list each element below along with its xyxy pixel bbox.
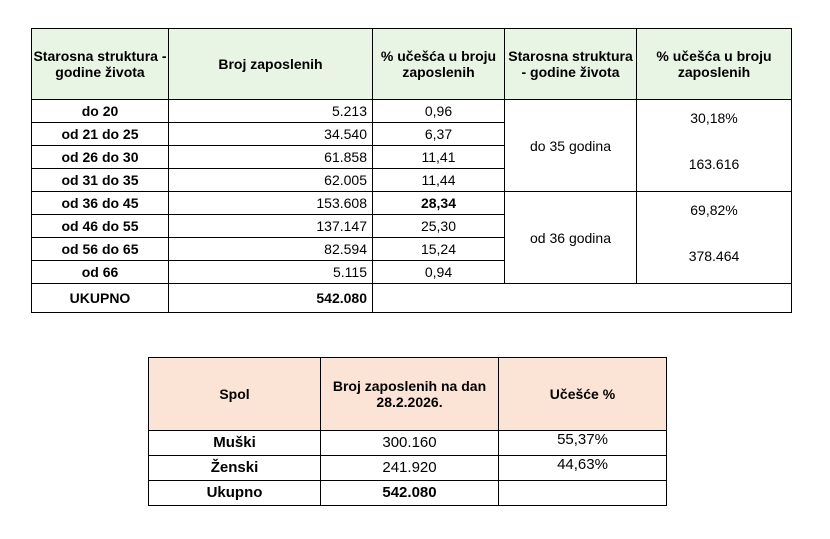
age-cell: od 26 do 30 xyxy=(32,146,169,169)
pct-cell: 11,44 xyxy=(373,169,505,192)
pct-cell: 0,96 xyxy=(373,100,505,123)
sex-total-value: 542.080 xyxy=(321,481,499,506)
count-cell: 137.147 xyxy=(169,215,373,238)
group-total-value: 163.616 xyxy=(688,156,740,172)
total-empty-cell xyxy=(373,284,792,313)
table-row xyxy=(32,192,792,215)
age-cell: od 31 do 35 xyxy=(32,169,169,192)
header-employee-count-date: Broj zaposlenih na dan 28.2.2026. xyxy=(321,358,499,431)
count-cell: 5.213 xyxy=(169,100,373,123)
sex-label: Muški xyxy=(149,431,321,456)
header-group-share: % učešća u broju zaposlenih xyxy=(637,29,792,100)
group-share-under-35 xyxy=(637,100,792,192)
table-row xyxy=(149,456,667,481)
share-cell: 55,37% xyxy=(499,431,667,456)
table-row xyxy=(149,431,667,456)
header-share-percent: % učešća u broju zaposlenih xyxy=(373,29,505,100)
age-cell: od 21 do 25 xyxy=(32,123,169,146)
sex-label: Ženski xyxy=(149,456,321,481)
header-sex: Spol xyxy=(149,358,321,431)
group-share-over-36 xyxy=(637,192,792,284)
share-empty-cell xyxy=(499,481,667,506)
header-age-structure: Starosna struktura - godine života xyxy=(32,29,169,100)
group-share-value: 30,18% xyxy=(690,110,738,126)
group-label-over-36: od 36 godina xyxy=(505,192,637,284)
total-value: 542.080 xyxy=(169,284,373,313)
count-cell: 62.005 xyxy=(169,169,373,192)
pct-cell: 6,37 xyxy=(373,123,505,146)
count-cell: 5.115 xyxy=(169,261,373,284)
header-employee-count: Broj zaposlenih xyxy=(169,29,373,100)
sex-structure-table xyxy=(148,357,667,506)
header-share: Učešće % xyxy=(499,358,667,431)
group-label-under-35: do 35 godina xyxy=(505,100,637,192)
share-cell: 44,63% xyxy=(499,456,667,481)
header-age-group: Starosna struktura - godine života xyxy=(505,29,637,100)
table-header-row xyxy=(149,358,667,431)
total-row xyxy=(32,284,792,313)
pct-cell: 15,24 xyxy=(373,238,505,261)
count-cell: 61.858 xyxy=(169,146,373,169)
age-cell: od 46 do 55 xyxy=(32,215,169,238)
count-cell: 82.594 xyxy=(169,238,373,261)
age-cell: od 36 do 45 xyxy=(32,192,169,215)
pct-cell: 11,41 xyxy=(373,146,505,169)
table-header-row xyxy=(32,29,792,100)
total-row xyxy=(149,481,667,506)
count-cell: 153.608 xyxy=(169,192,373,215)
group-total-value: 378.464 xyxy=(688,248,740,264)
total-label: UKUPNO xyxy=(32,284,169,313)
pct-cell: 0,94 xyxy=(373,261,505,284)
age-cell: od 66 xyxy=(32,261,169,284)
age-structure-table xyxy=(31,28,792,313)
sex-total-label: Ukupno xyxy=(149,481,321,506)
age-cell: od 56 do 65 xyxy=(32,238,169,261)
table-row xyxy=(32,100,792,123)
pct-cell-highlight: 28,34 xyxy=(373,192,505,215)
age-cell: do 20 xyxy=(32,100,169,123)
group-share-value: 69,82% xyxy=(690,202,738,218)
count-cell: 300.160 xyxy=(321,431,499,456)
count-cell: 34.540 xyxy=(169,123,373,146)
pct-cell: 25,30 xyxy=(373,215,505,238)
count-cell: 241.920 xyxy=(321,456,499,481)
